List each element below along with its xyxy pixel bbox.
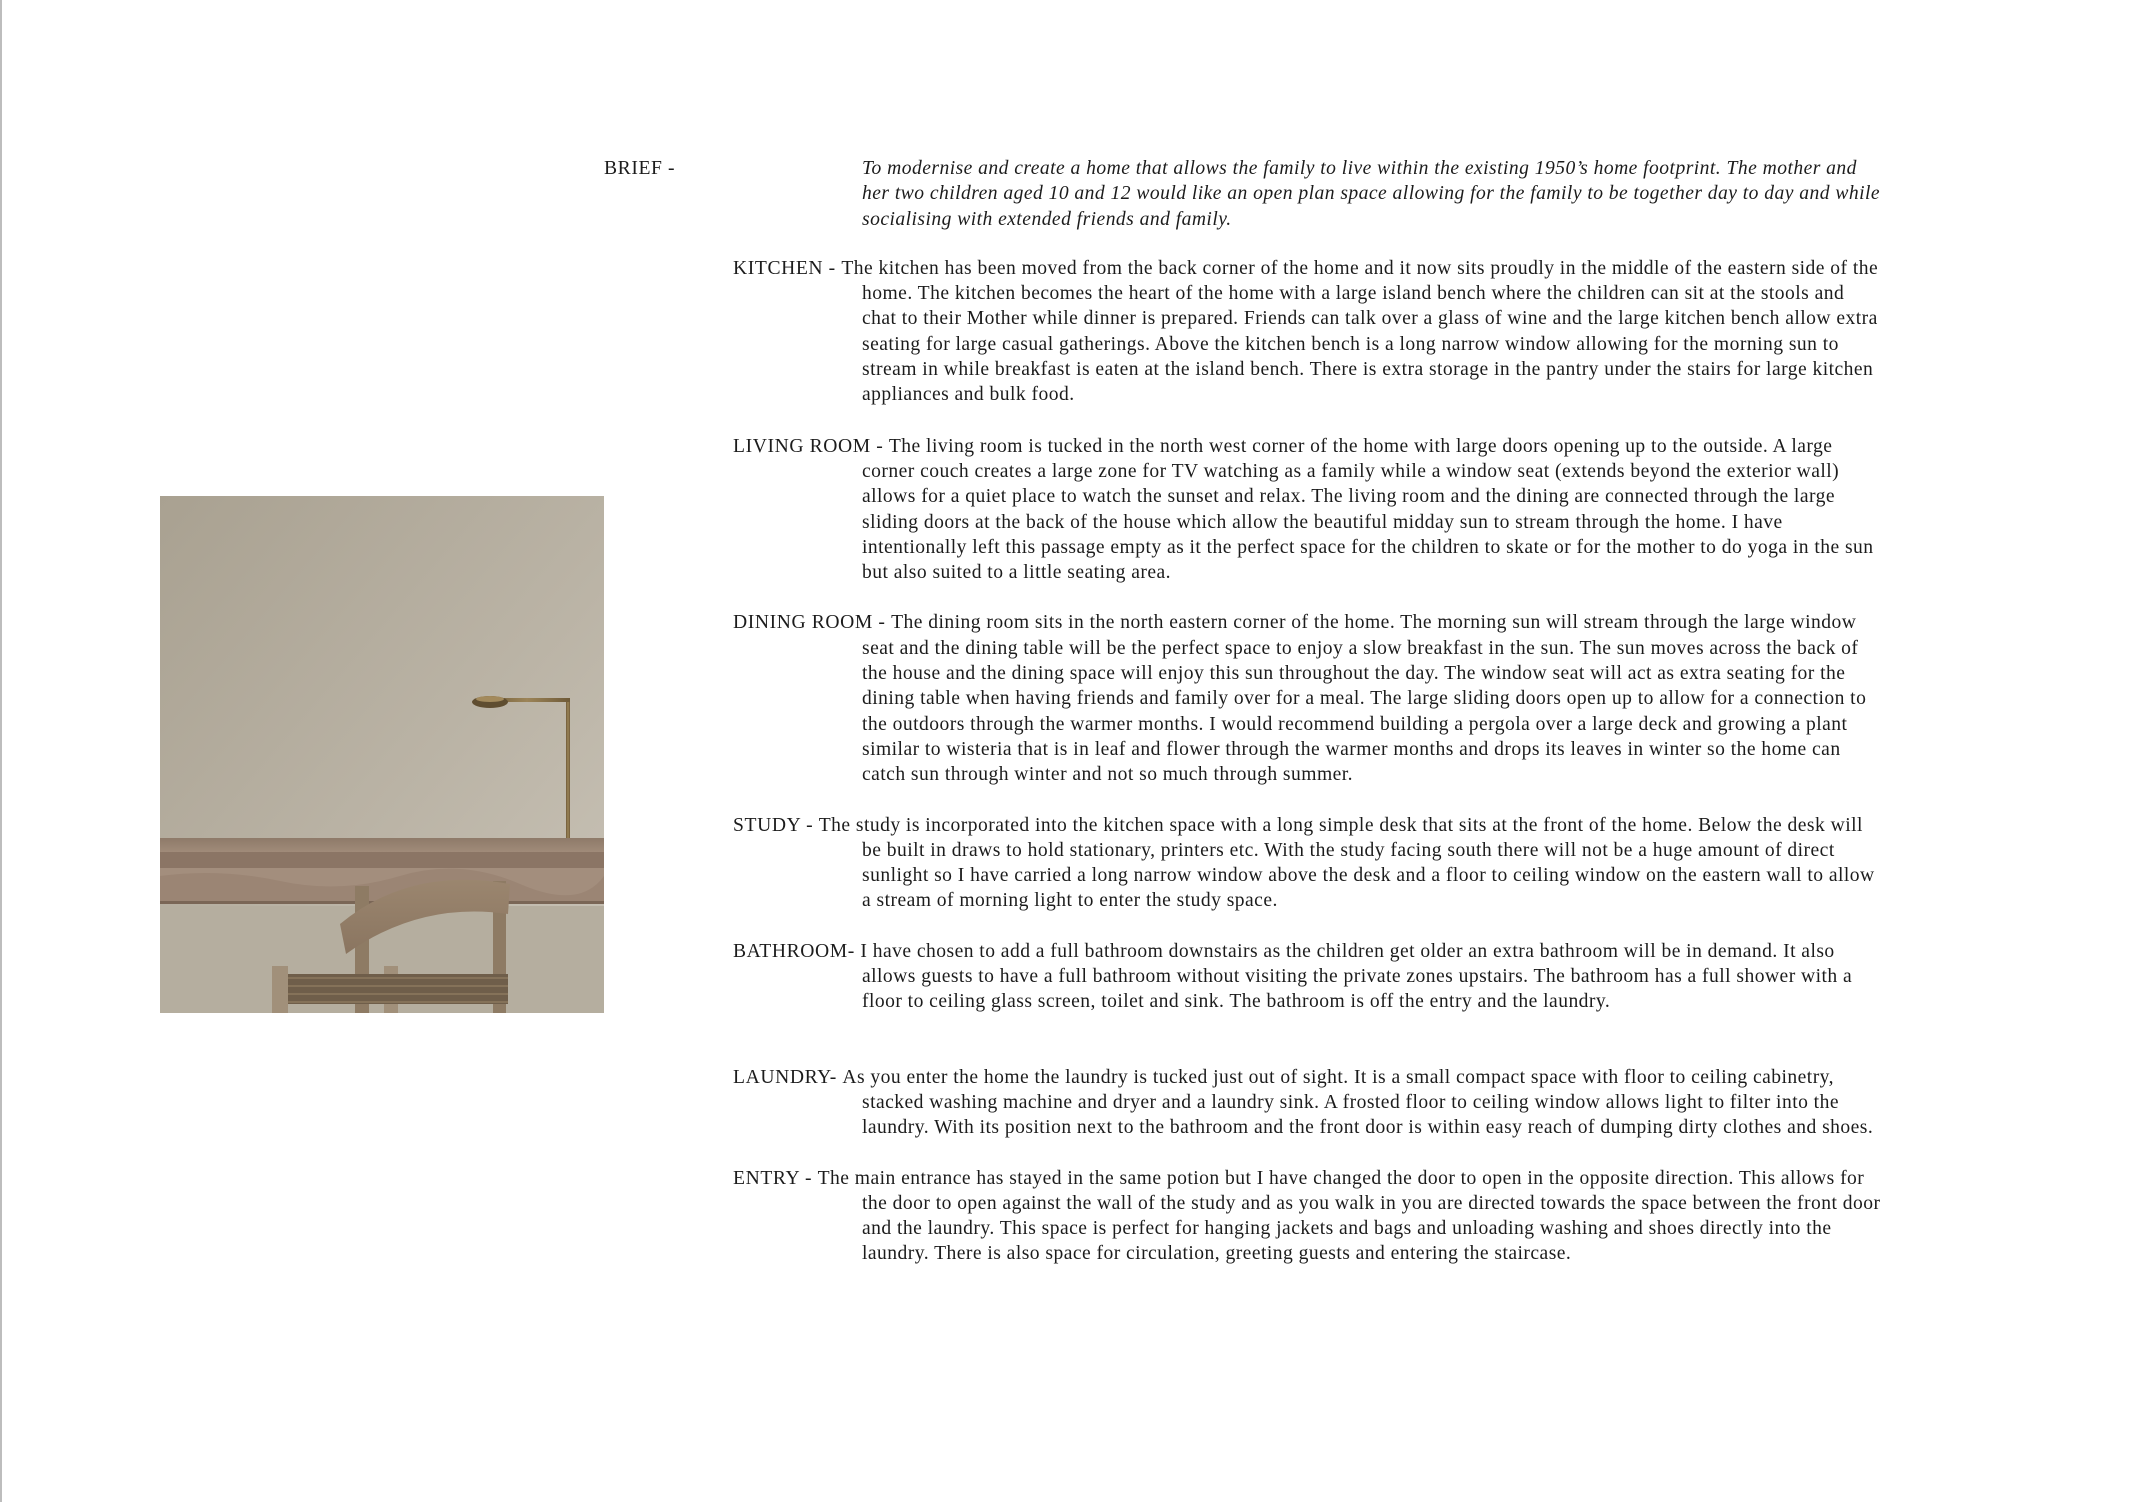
section-label: LIVING ROOM - xyxy=(733,435,889,457)
section-text: To modernise and create a home that allows the family to live within the existing 1950’s home footprint. The mother and her two children aged 10 and 12 would like an open plan space allowing for the family to be together day to day and while socialising with extended friends and family. xyxy=(862,158,1881,230)
section-entry xyxy=(733,1166,1883,1267)
page-edge xyxy=(0,0,2,1502)
section-brief xyxy=(604,156,1883,232)
section-living-room xyxy=(733,434,1883,586)
section-study xyxy=(733,813,1883,914)
section-kitchen xyxy=(733,256,1883,408)
section-text: The main entrance has stayed in the same potion but I have changed the door to open in the opposite direction. This allows for the door to open against the wall of the study and as you walk in you are directed towards the space between the front door and the laundry. This space is perfect for hanging jackets and bags and unloading washing and shoes directly into the laundry. There is also space for circulation, greeting guests and entering the staircase. xyxy=(817,1167,1881,1265)
section-label: LAUNDRY- xyxy=(733,1066,843,1088)
section-label: ENTRY - xyxy=(733,1167,818,1189)
section-label: BRIEF - xyxy=(604,158,676,179)
interior-photo xyxy=(160,496,604,1013)
section-bathroom xyxy=(733,939,1883,1015)
section-text: As you enter the home the laundry is tucked just out of sight. It is a small compact space with floor to ceiling cabinetry, stacked washing machine and dryer and a laundry sink. A frosted floor to ceiling window allows light to filter into the laundry. With its position next to the bathroom and the front door is within easy reach of dumping dirty clothes and shoes. xyxy=(842,1066,1874,1139)
section-text: The study is incorporated into the kitchen space with a long simple desk that sits at the front of the home. Below the desk will be built in draws to hold stationary, printers etc. With the study facing south there will not be a huge amount of direct sunlight so I have carried a long narrow window above the desk and a floor to ceiling window on the eastern wall to allow a stream of morning light to enter the study space. xyxy=(818,814,1875,912)
section-label: DINING ROOM - xyxy=(733,612,892,634)
section-text: The kitchen has been moved from the back corner of the home and it now sits proudly in the middle of the eastern side of the home. The kitchen becomes the heart of the home with a large island bench where the children can sit at the stools and chat to their Mother while dinner is prepared. Friends can talk over a glass of wine and the large kitchen bench allow extra seating for large casual gatherings. Above the kitchen bench is a long narrow window allowing for the morning sun to stream in while breakfast is eaten at the island bench. There is extra storage in the pantry under the stairs for large kitchen appliances and bulk food. xyxy=(841,257,1879,406)
brief-text-column xyxy=(604,156,1883,1267)
section-text: The living room is tucked in the north west corner of the home with large doors opening up to the outside. A large corner couch creates a large zone for TV watching as a family while a window seat (extends beyond the exterior wall) allows for a quiet place to watch the sunset and relax. The living room and the dining are connected through the large sliding doors at the back of the house which allow the beautiful midday sun to stream through the home. I have intentionally left this passage empty as it the perfect space for the children to skate or for the mother to do yoga in the sun but also suited to a little seating area. xyxy=(862,435,1874,584)
section-label: STUDY - xyxy=(733,814,819,836)
desk-lamp-chair-image xyxy=(160,496,604,1013)
section-label: KITCHEN - xyxy=(733,257,842,279)
section-dining-room xyxy=(733,610,1883,787)
section-label: BATHROOM- xyxy=(733,940,861,962)
section-text: The dining room sits in the north eastern corner of the home. The morning sun will stream through the large window seat and the dining table will be the perfect space to enjoy a slow breakfast in the sun. The sun moves across the back of the house and the dining space will enjoy this sun throughout the day. The window seat will act as extra seating for the dining table when having friends and family over for a meal. The large sliding doors open up to allow for a connection to the outdoors through the warmer months. I would recommend building a pergola over a large deck and growing a plant similar to wisteria that is in leaf and flower through the warmer months and drops its leaves in winter so the home can catch sun through winter and not so much through summer. xyxy=(862,612,1867,786)
section-text: I have chosen to add a full bathroom downstairs as the children get older an extra bathroom will be in demand. It also allows guests to have a full bathroom without visiting the private zones upstairs. The bathroom has a full shower with a floor to ceiling glass screen, toilet and sink. The bathroom is off the entry and the laundry. xyxy=(860,940,1853,1013)
section-laundry xyxy=(733,1065,1883,1141)
